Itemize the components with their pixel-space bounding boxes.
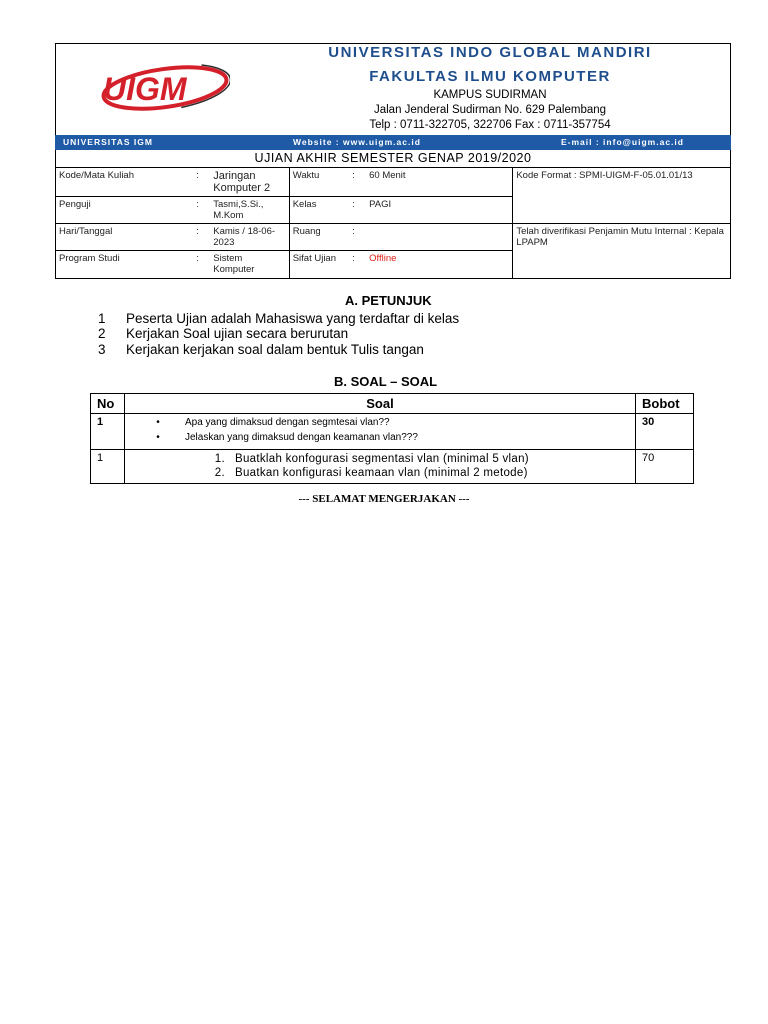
table-row — [91, 414, 694, 450]
row-weight: 30 — [636, 414, 694, 450]
exam-title: UJIAN AKHIR SEMESTER GENAP 2019/2020 — [254, 151, 532, 165]
header-no: No — [91, 394, 125, 414]
bullet: • — [156, 432, 160, 443]
row-number: 1 — [91, 450, 125, 484]
exam-meta-table — [55, 167, 731, 279]
instruction-number: 3 — [98, 342, 106, 357]
tanggal-label: Hari/Tanggal — [56, 224, 194, 251]
kode-label: Kode/Mata Kuliah — [56, 168, 194, 197]
instruction-item — [98, 326, 348, 341]
info-bar — [55, 135, 731, 150]
format-code: Kode Format : SPMI-UIGM-F-05.01.01/13 — [513, 168, 731, 224]
tanggal-value: Kamis / 18-06-2023 — [210, 224, 289, 251]
colon: : — [349, 224, 366, 251]
verification-note: Telah diverifikasi Penjamin Mutu Internal : Kepala LPAPM — [513, 224, 731, 279]
question-text: Buatkan konfigurasi keamaan vlan (minimal 2 metode) — [234, 467, 528, 479]
table-row — [91, 450, 694, 484]
penguji-value: Tasmi,S.Si., M.Kom — [210, 197, 289, 224]
colon: : — [193, 197, 210, 224]
instruction-item — [98, 342, 424, 357]
kode-value: Jaringan Komputer 2 — [210, 168, 289, 197]
instruction-number: 1 — [98, 311, 106, 326]
question-item — [131, 432, 629, 443]
questions-table — [90, 393, 694, 484]
phone-fax: Telp : 0711-322705, 322706 Fax : 0711-357754 — [369, 119, 611, 131]
colon: : — [349, 251, 366, 279]
instruction-number: 2 — [98, 326, 106, 341]
header-soal: Soal — [124, 394, 635, 414]
info-bar-email: E-mail : info@uigm.ac.id — [561, 137, 684, 147]
question-item — [131, 417, 629, 428]
kelas-value: PAGI — [366, 197, 513, 224]
question-cell — [124, 450, 635, 484]
section-b-title: B. SOAL – SOAL — [334, 374, 438, 389]
bullet: • — [156, 417, 160, 428]
info-bar-university: UNIVERSITAS IGM — [63, 137, 153, 147]
question-text: Jelaskan yang dimaksud dengan keamanan vlan??? — [184, 432, 418, 443]
faculty-name: FAKULTAS ILMU KOMPUTER — [369, 68, 611, 85]
question-cell — [124, 414, 635, 450]
header-bobot: Bobot — [636, 394, 694, 414]
closing-text: --- SELAMAT MENGERJAKAN --- — [298, 493, 470, 505]
colon: : — [193, 168, 210, 197]
waktu-label: Waktu — [289, 168, 349, 197]
instruction-text: Kerjakan kerjakan soal dalam bentuk Tulis tangan — [126, 342, 424, 357]
question-text: Buatklah konfogurasi segmentasi vlan (minimal 5 vlan) — [234, 453, 529, 465]
question-item — [131, 453, 629, 465]
row-weight: 70 — [636, 450, 694, 484]
kelas-label: Kelas — [289, 197, 349, 224]
question-text: Apa yang dimaksud dengan segmtesai vlan?? — [184, 417, 390, 428]
info-bar-website: Website : www.uigm.ac.id — [293, 137, 421, 147]
colon: : — [349, 197, 366, 224]
university-name: UNIVERSITAS INDO GLOBAL MANDIRI — [328, 44, 652, 61]
penguji-label: Penguji — [56, 197, 194, 224]
colon: : — [193, 224, 210, 251]
colon: : — [349, 168, 366, 197]
uigm-logo — [95, 62, 230, 112]
item-number: 1. — [214, 453, 225, 465]
ruang-label: Ruang — [289, 224, 349, 251]
instruction-text: Peserta Ujian adalah Mahasiswa yang terdaftar di kelas — [126, 311, 460, 326]
ruang-value — [366, 224, 513, 251]
logo-text: UIGM — [103, 71, 187, 107]
sifat-label: Sifat Ujian — [289, 251, 349, 279]
question-item — [131, 467, 629, 479]
prodi-value: Sistem Komputer — [210, 251, 289, 279]
instruction-text: Kerjakan Soal ujian secara berurutan — [126, 326, 349, 341]
campus-name: KAMPUS SUDIRMAN — [433, 89, 547, 101]
prodi-label: Program Studi — [56, 251, 194, 279]
instruction-item — [98, 311, 459, 326]
row-number: 1 — [91, 414, 125, 450]
colon: : — [193, 251, 210, 279]
section-a-title: A. PETUNJUK — [345, 293, 432, 308]
waktu-value: 60 Menit — [366, 168, 513, 197]
sifat-value: Offline — [366, 251, 513, 279]
item-number: 2. — [214, 467, 225, 479]
address: Jalan Jenderal Sudirman No. 629 Palembang — [373, 104, 607, 116]
